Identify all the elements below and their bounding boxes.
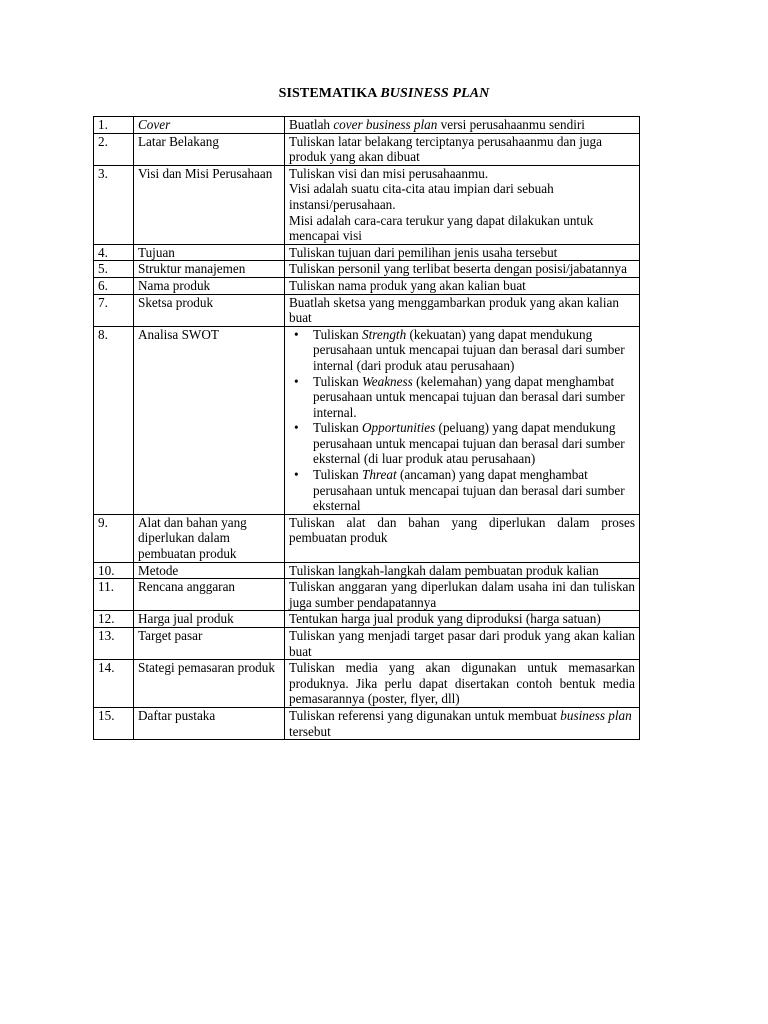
- row-item: Visi dan Misi Perusahaan: [134, 165, 285, 244]
- table-row: [94, 294, 640, 326]
- table-row: [94, 244, 640, 261]
- row-number: 9.: [94, 514, 134, 562]
- bullet-icon: •: [294, 467, 299, 483]
- row-item: Struktur manajemen: [134, 261, 285, 278]
- swot-bullet-threat: • Tuliskan Threat (ancaman) yang dapat menghambat perusahaan untuk mencapai tujuan dan berasal dari sumber eksternal: [294, 467, 625, 514]
- row-item: Target pasar: [134, 628, 285, 660]
- swot-list: [289, 327, 635, 514]
- row-number: 2.: [94, 133, 134, 165]
- table-row: [94, 261, 640, 278]
- bullet-icon: •: [294, 326, 299, 342]
- row-description: Tuliskan personil yang terlibat beserta dengan posisi/jabatannya: [285, 261, 640, 278]
- table-row: [94, 133, 640, 165]
- row-number: 3.: [94, 165, 134, 244]
- swot-bullet-strength: • Tuliskan Strength (kekuatan) yang dapat mendukung perusahaan untuk mencapai tujuan dan berasal dari sumber internal (dari produk atau perusahaan): [294, 326, 625, 373]
- row-description: Tuliskan referensi yang digunakan untuk membuat business plan tersebut: [285, 707, 640, 739]
- title-italic: BUSINESS PLAN: [380, 86, 490, 101]
- table-row: [94, 707, 640, 739]
- row-item: Harga jual produk: [134, 611, 285, 628]
- row-number: 5.: [94, 261, 134, 278]
- row-item: Sketsa produk: [134, 294, 285, 326]
- table-row: [94, 165, 640, 244]
- table-row: [94, 562, 640, 579]
- bullet-icon: •: [294, 420, 299, 436]
- swot-bullet-opportunities: • Tuliskan Opportunities (peluang) yang dapat mendukung perusahaan untuk mencapai tujuan dan berasal dari sumber eksternal (di luar produk atau perusahaan): [294, 420, 625, 467]
- row-description: Tuliskan tujuan dari pemilihan jenis usaha tersebut: [285, 244, 640, 261]
- row-item: Cover: [134, 117, 285, 134]
- row-description: Tuliskan visi dan misi perusahaanmu. Visi adalah suatu cita-cita atau impian dari sebuah instansi/perusahaan. Misi adalah cara-cara terukur yang dapat dilakukan untuk mencapai visi: [285, 165, 640, 244]
- row-description: Tuliskan nama produk yang akan kalian buat: [285, 277, 640, 294]
- row-number: 11.: [94, 579, 134, 611]
- row-description: Buatlah cover business plan versi perusahaanmu sendiri: [285, 117, 640, 134]
- row-number: 8.: [94, 326, 134, 514]
- table-row: [94, 514, 640, 562]
- row-description: Tuliskan media yang akan digunakan untuk memasarkan produknya. Jika perlu dapat disertakan contoh bentuk media pemasarannya (poster, flyer, dll): [285, 660, 640, 708]
- row-item: Stategi pemasaran produk: [134, 660, 285, 708]
- row-item: Latar Belakang: [134, 133, 285, 165]
- row-description: Tuliskan langkah-langkah dalam pembuatan produk kalian: [285, 562, 640, 579]
- table-row: [94, 117, 640, 134]
- row-item: Tujuan: [134, 244, 285, 261]
- row-item: Alat dan bahan yang diperlukan dalam pembuatan produk: [134, 514, 285, 562]
- row-number: 6.: [94, 277, 134, 294]
- business-plan-table: [93, 116, 640, 740]
- row-item: Analisa SWOT: [134, 326, 285, 514]
- row-item: Metode: [134, 562, 285, 579]
- bullet-icon: •: [294, 373, 299, 389]
- row-item: Rencana anggaran: [134, 579, 285, 611]
- table-row: [94, 277, 640, 294]
- row-description: Buatlah sketsa yang menggambarkan produk yang akan kalian buat: [285, 294, 640, 326]
- table-row: [94, 660, 640, 708]
- title-main: SISTEMATIKA: [278, 86, 381, 101]
- row-description: Tuliskan anggaran yang diperlukan dalam usaha ini dan tuliskan juga sumber pendapatannya: [285, 579, 640, 611]
- swot-bullet-weakness: • Tuliskan Weakness (kelemahan) yang dapat menghambat perusahaan untuk mencapai tujuan dan berasal dari sumber internal.: [294, 373, 625, 420]
- row-number: 12.: [94, 611, 134, 628]
- table-row: [94, 628, 640, 660]
- row-item: Nama produk: [134, 277, 285, 294]
- row-description: Tuliskan latar belakang terciptanya perusahaanmu dan juga produk yang akan dibuat: [285, 133, 640, 165]
- table-row: [94, 579, 640, 611]
- page-title: [0, 86, 768, 102]
- table-row: [94, 611, 640, 628]
- table-row: [94, 326, 640, 514]
- row-number: 15.: [94, 707, 134, 739]
- row-number: 1.: [94, 117, 134, 134]
- row-number: 14.: [94, 660, 134, 708]
- row-number: 4.: [94, 244, 134, 261]
- row-number: 10.: [94, 562, 134, 579]
- row-number: 13.: [94, 628, 134, 660]
- row-description: Tuliskan yang menjadi target pasar dari produk yang akan kalian buat: [285, 628, 640, 660]
- row-description: Tuliskan alat dan bahan yang diperlukan dalam proses pembuatan produk: [285, 514, 640, 562]
- row-item: Daftar pustaka: [134, 707, 285, 739]
- row-description: [285, 326, 640, 514]
- row-description: Tentukan harga jual produk yang diproduksi (harga satuan): [285, 611, 640, 628]
- row-number: 7.: [94, 294, 134, 326]
